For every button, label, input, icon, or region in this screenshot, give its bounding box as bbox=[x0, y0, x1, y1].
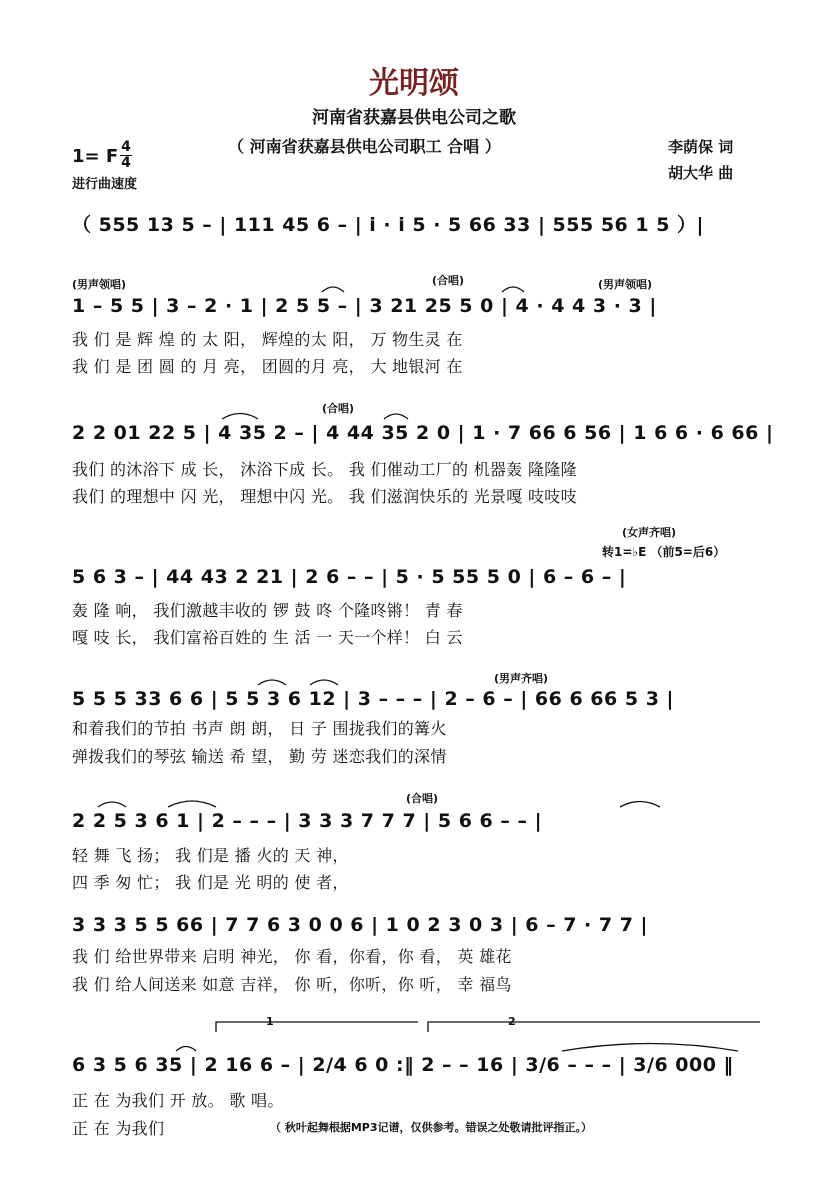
row1-lyric-verse2: 我 们 是 团 圆 的 月 亮， 团圆的月 亮， 大 地银河 在 bbox=[72, 357, 463, 376]
row5-tag-chorus: (合唱) bbox=[406, 792, 439, 805]
row3-key-change: 转1=♭E （前5=后6） bbox=[602, 545, 726, 559]
row2-notes: 2 2 01 22 5 | 4 35 2 – | 4 44 35 2 0 | 1 · 7 66 6 56 | 1 6 6 · 6 66 | bbox=[72, 422, 774, 444]
slur-row7-b bbox=[562, 1044, 738, 1052]
row4-lyric-verse2: 弹拨我们的琴弦 输送 希 望， 勤 劳 迷恋我们的深情 bbox=[72, 747, 447, 766]
row3-notes: 5 6 3 – | 44 43 2 21 | 2 6 – – | 5 · 5 55 5 0 | 6 – 6 – | bbox=[72, 566, 627, 588]
slur-row4-a bbox=[258, 680, 286, 685]
row5-lyric-verse1: 轻 舞 飞 扬； 我 们是 播 火的 天 神， bbox=[72, 846, 349, 865]
row6-lyric-verse2: 我 们 给人间送来 如意 吉祥， 你 听，你听，你 听， 幸 福鸟 bbox=[72, 975, 512, 994]
row7-lyric-verse2: 正 在 为我们 bbox=[72, 1119, 165, 1138]
row3-lyric-verse1: 轰 隆 响， 我们激越丰收的 锣 鼓 咚 个隆咚锵！ 青 春 bbox=[72, 601, 463, 620]
volta-2-label: 2 bbox=[508, 1015, 516, 1028]
intro-notes: （ 555 13 5 – | 111 45 6 – | i · i 5 · 5 66 33 | 555 56 1 5 ）| bbox=[72, 214, 704, 236]
row2-lyric-verse2: 我们 的理想中 闪 光， 理想中闪 光。 我 们滋润快乐的 光景嘎 吱吱吱 bbox=[72, 487, 577, 506]
composer-credit: 胡大华 曲 bbox=[668, 164, 734, 182]
volta-1-line bbox=[216, 1022, 418, 1032]
song-subtitle: 河南省获嘉县供电公司之歌 bbox=[312, 108, 516, 128]
row7-notes: 6 3 5 6 35 | 2 16 6 – | 2/4 6 0 :‖ 2 – – 16 | 3/6 – – – | 3/6 000 ‖ bbox=[72, 1054, 734, 1076]
time-signature-top: 4 bbox=[121, 139, 131, 155]
volta-1-label: 1 bbox=[266, 1015, 274, 1028]
tempo-marking: 进行曲速度 bbox=[72, 177, 138, 192]
key-signature: 1= F bbox=[72, 146, 119, 167]
slur-row1-a bbox=[322, 287, 344, 292]
footer-note: （ 秋叶起舞根据MP3记谱，仅供参考。错误之处敬请批评指正。） bbox=[270, 1121, 592, 1134]
volta-2-line bbox=[428, 1022, 760, 1032]
row5-lyric-verse2: 四 季 匆 忙； 我 们是 光 明的 使 者， bbox=[72, 873, 349, 892]
row1-lyric-verse1: 我 们 是 辉 煌 的 太 阳， 辉煌的太 阳， 万 物生灵 在 bbox=[72, 330, 463, 349]
slur-row2-b bbox=[384, 414, 408, 419]
time-signature-bottom: 4 bbox=[121, 155, 131, 171]
row4-notes: 5 5 5 33 6 6 | 5 5 3 6 12 | 3 – – – | 2 – 6 – | 66 6 66 5 3 | bbox=[72, 688, 674, 710]
row5-notes: 2 2 5 3 6 1 | 2 – – – | 3 3 3 7 7 7 | 5 6 6 – – | bbox=[72, 810, 543, 832]
row6-notes: 3 3 3 5 5 66 | 7 7 6 3 0 0 6 | 1 0 2 3 0 3 | 6 – 7 · 7 7 | bbox=[72, 914, 648, 936]
slur-row5-c bbox=[620, 802, 660, 808]
row1-tag-chorus: (合唱) bbox=[432, 274, 465, 287]
row1-tag-male-lead-2: (男声领唱) bbox=[598, 278, 653, 291]
slur-row2-a bbox=[222, 414, 258, 420]
row2-lyric-verse1: 我们 的沐浴下 成 长， 沐浴下成 长。 我 们催动工厂的 机器轰 隆隆隆 bbox=[72, 460, 577, 479]
row4-tag-male-unison: (男声齐唱) bbox=[494, 672, 549, 685]
row1-notes: 1 – 5 5 | 3 – 2 · 1 | 2 5 5 – | 3 21 25 5 0 | 4 · 4 4 3 · 3 | bbox=[72, 295, 657, 317]
row4-lyric-verse1: 和着我们的节拍 书声 朗 朗， 日 子 围拢我们的篝火 bbox=[72, 719, 447, 738]
slur-row1-b bbox=[502, 287, 524, 292]
song-title: 光明颂 bbox=[369, 66, 459, 101]
row3-lyric-verse2: 嘎 吱 长， 我们富裕百姓的 生 活 一 天一个样！ 白 云 bbox=[72, 628, 463, 647]
performer-line: （ 河南省获嘉县供电公司职工 合唱 ） bbox=[228, 137, 501, 156]
row1-tag-male-lead: (男声领唱) bbox=[72, 278, 127, 291]
row3-tag-female-unison: (女声齐唱) bbox=[622, 526, 677, 539]
slur-row4-b bbox=[310, 680, 338, 685]
row6-lyric-verse1: 我 们 给世界带来 启明 神光， 你 看，你看，你 看， 英 雄花 bbox=[72, 947, 512, 966]
slur-row5-a bbox=[98, 802, 126, 807]
slur-row7-a bbox=[176, 1047, 196, 1052]
row2-tag-chorus: (合唱) bbox=[322, 402, 355, 415]
lyricist-credit: 李荫保 词 bbox=[668, 138, 734, 156]
row7-lyric-verse1: 正 在 为我们 开 放。 歌 唱。 bbox=[72, 1091, 284, 1110]
slur-row5-b bbox=[168, 801, 216, 807]
